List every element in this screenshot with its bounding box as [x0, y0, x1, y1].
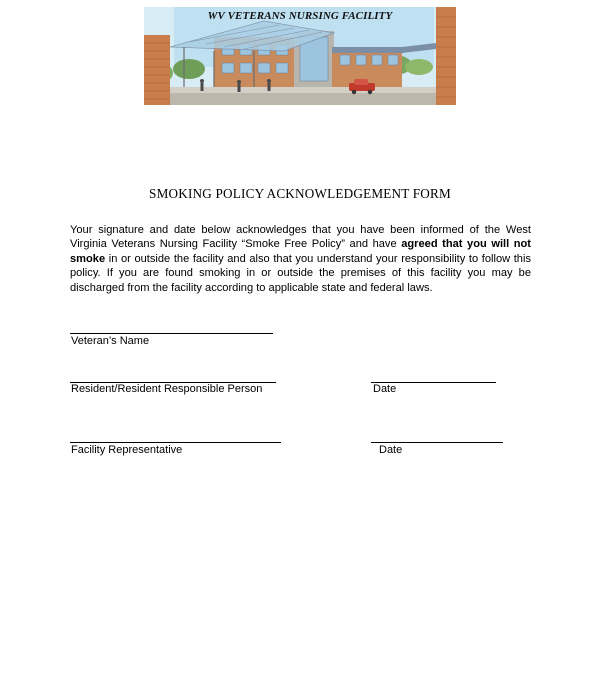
form-title: SMOKING POLICY ACKNOWLEDGEMENT FORM: [149, 186, 451, 201]
facility-representative-signature-line[interactable]: [70, 442, 281, 443]
veteran-name-label: Veteran’s Name: [71, 335, 150, 347]
paragraph-text-before: Your signature and date below acknowledges that you have been informed of the West Virginia Veterans Nursing Facility “Smoke Free Policy” and have: [70, 224, 531, 251]
paragraph-text-after: in or outside the facility and also that you understand your responsibility to follow this policy. If you are found smoking in or outside the premises of this facility you may be discharged from the facility according to applicable state and federal laws.: [70, 252, 531, 294]
banner-title: WV VETERANS NURSING FACILITY: [207, 10, 393, 22]
facility-representative-label: Facility Representative: [71, 444, 183, 456]
facility-date-label: Date: [379, 444, 403, 456]
resident-date-label: Date: [373, 383, 397, 395]
acknowledgement-paragraph: [70, 223, 531, 295]
facility-banner-image: [144, 7, 456, 105]
paragraph-bold-text: agreed that you will not smoke: [70, 238, 531, 265]
facility-date-line[interactable]: [371, 442, 503, 443]
veteran-name-signature-line[interactable]: [70, 333, 273, 334]
resident-label: Resident/Resident Responsible Person: [71, 383, 263, 395]
